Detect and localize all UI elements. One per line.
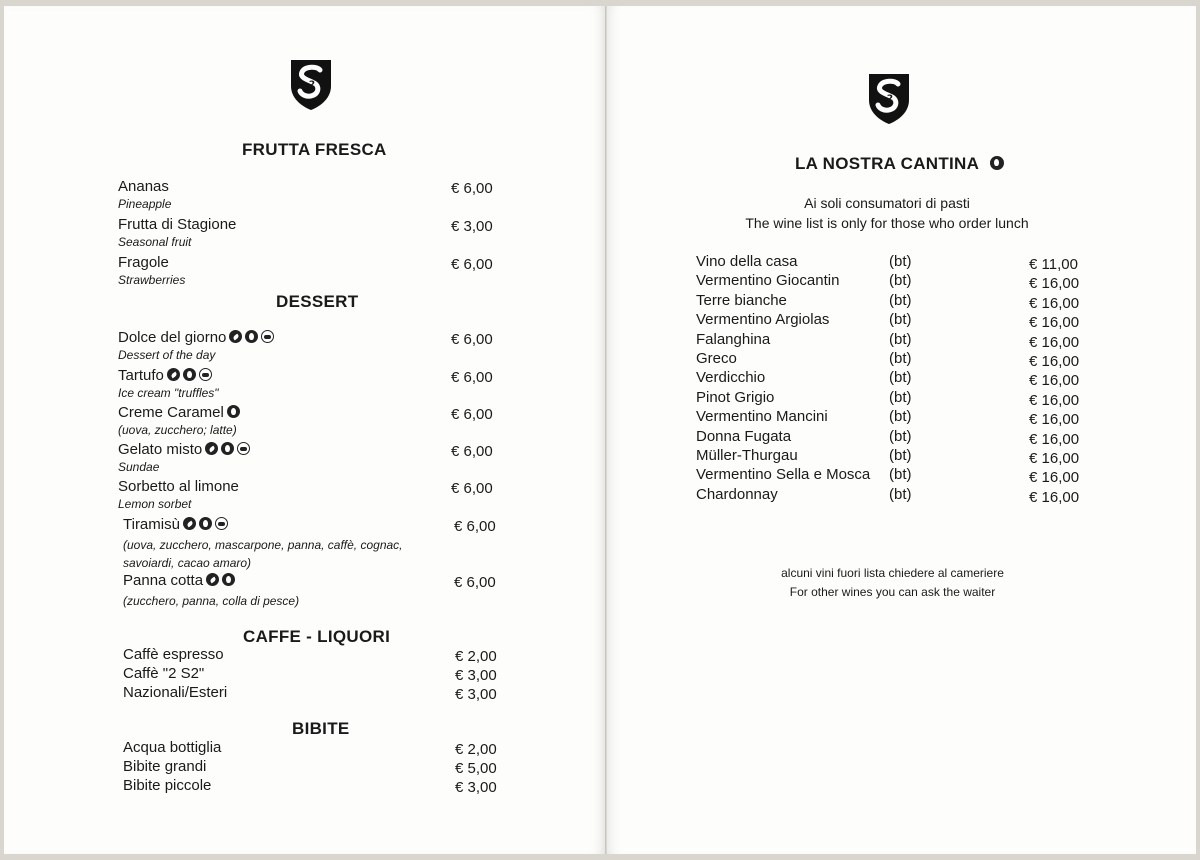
item-name: Gelato misto	[118, 441, 203, 458]
wine-name: Falanghina	[696, 330, 771, 348]
wine-allergen-icon	[990, 156, 1004, 170]
item-name: Fragole	[118, 254, 169, 271]
item-price: € 3,00	[455, 686, 497, 703]
wine-list-title-text: LA NOSTRA CANTINA	[795, 154, 979, 173]
item-name-wrap	[118, 441, 250, 458]
item-translation: Dessert of the day	[118, 348, 216, 362]
wine-unit: (bt)	[889, 350, 912, 367]
leaf-allergen-icon	[206, 573, 219, 586]
egg-allergen-icon	[221, 442, 234, 455]
section-title-frutta-fresca: FRUTTA FRESCA	[242, 140, 387, 159]
wine-name: Donna Fugata	[696, 427, 792, 445]
wine-price: € 16,00	[1029, 411, 1080, 429]
wine-name: Chardonnay	[696, 485, 778, 503]
item-name-wrap	[123, 572, 235, 589]
wine-price: € 11,00	[1029, 256, 1078, 273]
wine-footer-english: For other wines you can ask the waiter	[789, 585, 996, 599]
wine-name: Vermentino Giocantin	[696, 272, 840, 290]
wine-unit: (bt)	[889, 369, 912, 387]
item-name: Bibite grandi	[123, 758, 207, 775]
item-name-wrap	[118, 329, 274, 346]
leaf-allergen-icon	[183, 517, 196, 530]
wine-price: € 16,00	[1029, 450, 1080, 467]
wine-name: Müller-Thurgau	[696, 447, 798, 464]
egg-allergen-icon	[199, 517, 212, 530]
wine-price: € 16,00	[1029, 294, 1080, 312]
s2-shield-logo-icon	[865, 70, 913, 126]
wine-price: € 16,00	[1029, 469, 1080, 487]
wine-unit: (bt)	[889, 330, 912, 348]
wine-unit: (bt)	[889, 485, 912, 503]
item-price: € 6,00	[451, 480, 493, 497]
item-name: Nazionali/Esteri	[123, 684, 228, 701]
wine-price: € 16,00	[1029, 430, 1080, 448]
item-price: € 3,00	[451, 218, 493, 235]
item-translation: Seasonal fruit	[118, 235, 192, 249]
item-name: Acqua bottiglia	[123, 739, 222, 756]
item-price: € 6,00	[451, 256, 493, 273]
wine-price: € 16,00	[1029, 372, 1080, 390]
item-translation: Lemon sorbet	[118, 497, 192, 511]
wine-price: € 16,00	[1029, 333, 1080, 351]
wine-name: Vermentino Sella e Mosca	[696, 466, 871, 484]
wine-name: Terre bianche	[696, 291, 787, 309]
item-price: € 3,00	[455, 667, 497, 684]
item-translation: Strawberries	[118, 273, 186, 287]
item-price: € 6,00	[451, 443, 493, 460]
item-price: € 6,00	[451, 331, 493, 348]
wine-price: € 16,00	[1029, 353, 1080, 370]
cloud-allergen-icon	[199, 368, 212, 381]
wine-intro-italian: Ai soli consumatori di pasti	[804, 195, 970, 211]
item-name: Ananas	[118, 178, 169, 195]
item-name: Tartufo	[118, 367, 164, 384]
item-price: € 2,00	[455, 648, 497, 665]
wine-unit: (bt)	[889, 311, 912, 329]
egg-allergen-icon	[222, 573, 235, 586]
item-price: € 6,00	[451, 406, 493, 423]
wine-name: Greco	[696, 350, 737, 367]
cloud-allergen-icon	[237, 442, 250, 455]
item-translation: Pineapple	[118, 197, 172, 211]
item-translation: Sundae	[118, 460, 160, 474]
item-name: Sorbetto al limone	[118, 478, 239, 495]
item-name: Panna cotta	[123, 572, 204, 589]
item-ingredients-cont: savoiardi, cacao amaro)	[123, 556, 252, 570]
s2-shield-logo-icon	[287, 56, 335, 112]
item-price: € 5,00	[455, 760, 497, 777]
item-name: Caffè "2 S2"	[123, 665, 205, 682]
item-price: € 2,00	[455, 741, 497, 758]
wine-unit: (bt)	[889, 447, 912, 464]
svg-text:2: 2	[886, 94, 894, 104]
wine-price: € 16,00	[1029, 391, 1080, 409]
leaf-allergen-icon	[205, 442, 218, 455]
item-name-wrap	[123, 516, 228, 533]
wine-price: € 16,00	[1029, 275, 1080, 293]
item-translation: Ice cream "truffles"	[118, 386, 219, 400]
leaf-allergen-icon	[229, 330, 242, 343]
wine-unit: (bt)	[889, 427, 912, 445]
left-page	[4, 6, 606, 854]
right-page	[607, 6, 1196, 854]
item-price: € 6,00	[454, 574, 496, 591]
section-title-caffe-liquori: CAFFE - LIQUORI	[243, 627, 391, 646]
item-price: € 6,00	[451, 180, 493, 197]
item-name-wrap	[118, 367, 212, 384]
wine-unit: (bt)	[889, 408, 912, 426]
item-name: Dolce del giorno	[118, 329, 227, 346]
item-name: Creme Caramel	[118, 404, 224, 421]
wine-name: Vermentino Mancini	[696, 408, 828, 426]
wine-price: € 16,00	[1029, 314, 1080, 332]
wine-footer-italian: alcuni vini fuori lista chiedere al cameriere	[781, 566, 1004, 580]
wine-name: Verdicchio	[696, 369, 766, 387]
cloud-allergen-icon	[215, 517, 228, 530]
item-name: Bibite piccole	[123, 777, 212, 794]
wine-unit: (bt)	[889, 388, 912, 406]
item-price: € 3,00	[455, 779, 497, 796]
leaf-allergen-icon	[167, 368, 180, 381]
egg-allergen-icon	[245, 330, 258, 343]
wine-name: Vino della casa	[696, 253, 798, 270]
wine-unit: (bt)	[889, 466, 912, 484]
wine-name: Pinot Grigio	[696, 388, 775, 406]
item-name-wrap	[118, 404, 240, 421]
item-ingredients: (uova, zucchero, mascarpone, panna, caffè, cognac,	[123, 538, 403, 552]
egg-allergen-icon	[227, 405, 240, 418]
item-name: Frutta di Stagione	[118, 216, 237, 233]
svg-text:2: 2	[308, 80, 316, 90]
cloud-allergen-icon	[261, 330, 274, 343]
wine-unit: (bt)	[889, 291, 912, 309]
wine-name: Vermentino Argiolas	[696, 311, 830, 329]
wine-list-title	[795, 154, 1004, 174]
wine-unit: (bt)	[889, 253, 912, 270]
section-title-dessert: DESSERT	[276, 292, 359, 311]
item-price: € 6,00	[454, 518, 496, 535]
item-price: € 6,00	[451, 369, 493, 386]
wine-intro-english: The wine list is only for those who order lunch	[745, 215, 1029, 231]
wine-unit: (bt)	[889, 272, 912, 290]
item-name: Caffè espresso	[123, 646, 224, 663]
item-name: Tiramisù	[123, 516, 180, 533]
egg-allergen-icon	[183, 368, 196, 381]
item-ingredients: (zucchero, panna, colla di pesce)	[123, 594, 300, 608]
wine-price: € 16,00	[1029, 488, 1080, 506]
section-title-bibite: BIBITE	[292, 719, 350, 738]
item-translation: (uova, zucchero; latte)	[118, 423, 237, 437]
